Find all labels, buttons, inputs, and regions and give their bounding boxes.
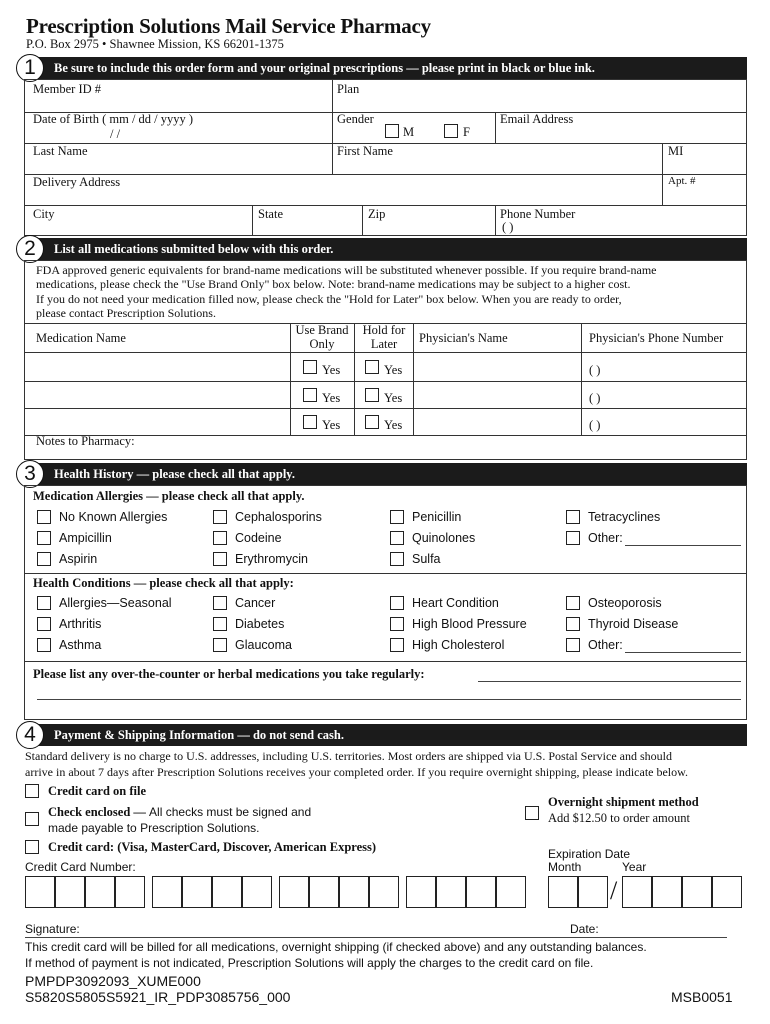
allergy-other-label: Other: xyxy=(588,531,623,545)
allergy-label: No Known Allergies xyxy=(59,510,168,524)
card-digit-box[interactable] xyxy=(182,876,212,908)
billing-note-2: If method of payment is not indicated, Prescription Solutions will apply the charges to the credit card on file. xyxy=(25,956,594,970)
overnight-note: Add $12.50 to order amount xyxy=(548,811,690,825)
delivery-paragraph-2: arrive in about 7 days after Prescription Solutions receives your completed order. If you require overnight shipping, please indicate below. xyxy=(25,765,689,779)
otc-line-2[interactable] xyxy=(37,699,741,700)
first-name-field[interactable]: First Name xyxy=(337,144,393,158)
card-digit-box[interactable] xyxy=(436,876,466,908)
member-id-field[interactable]: Member ID # xyxy=(33,82,102,96)
exp-year-box[interactable] xyxy=(652,876,682,908)
condition-checkbox[interactable] xyxy=(390,617,404,631)
condition-label: Allergies—Seasonal xyxy=(59,596,172,610)
condition-label: Osteoporosis xyxy=(588,596,662,610)
card-digit-box[interactable] xyxy=(115,876,145,908)
card-digit-box[interactable] xyxy=(25,876,55,908)
date-label: Date: xyxy=(570,922,599,936)
exp-year-box[interactable] xyxy=(682,876,712,908)
allergy-checkbox[interactable] xyxy=(37,510,51,524)
state-field[interactable]: State xyxy=(258,207,283,221)
footer-code-1: PMPDP3092093_XUME000 xyxy=(25,973,201,989)
condition-checkbox[interactable] xyxy=(566,617,580,631)
yes-label: Yes xyxy=(384,363,403,377)
dob-separators: / / xyxy=(110,127,121,141)
gender-f-label: F xyxy=(463,125,470,139)
allergy-label: Erythromycin xyxy=(235,552,308,566)
card-digit-box[interactable] xyxy=(309,876,339,908)
condition-checkbox[interactable] xyxy=(37,617,51,631)
condition-checkbox[interactable] xyxy=(566,596,580,610)
allergy-other-line[interactable] xyxy=(625,545,741,546)
exp-month-box[interactable] xyxy=(578,876,608,908)
physician-phone-parens: ( ) xyxy=(589,418,601,432)
allergy-checkbox[interactable] xyxy=(390,531,404,545)
gender-f-checkbox[interactable] xyxy=(444,124,458,138)
allergy-checkbox[interactable] xyxy=(37,552,51,566)
allergy-label: Codeine xyxy=(235,531,282,545)
section1-number: 1 xyxy=(16,54,44,82)
condition-checkbox[interactable] xyxy=(213,617,227,631)
allergy-label: Sulfa xyxy=(412,552,441,566)
section4-heading: Payment & Shipping Information — do not send cash. xyxy=(54,728,344,742)
allergy-checkbox[interactable] xyxy=(213,531,227,545)
allergy-label: Tetracyclines xyxy=(588,510,661,524)
card-digit-box[interactable] xyxy=(466,876,496,908)
condition-other-checkbox[interactable] xyxy=(566,638,580,652)
gender-m-label: M xyxy=(403,125,415,139)
phone-parens: ( ) xyxy=(502,220,514,234)
otc-line-1[interactable] xyxy=(478,681,741,682)
allergy-label: Quinolones xyxy=(412,531,476,545)
allergy-label: Aspirin xyxy=(59,552,98,566)
col-medication-name: Medication Name xyxy=(36,331,126,345)
gender-label: Gender xyxy=(337,112,374,126)
allergy-label: Ampicillin xyxy=(59,531,112,545)
section2-heading: List all medications submitted below with this order. xyxy=(54,242,334,256)
credit-card-label: Credit card: (Visa, MasterCard, Discover, American Express) xyxy=(48,840,377,854)
otc-medications-prompt: Please list any over-the-counter or herbal medications you take regularly: xyxy=(33,667,425,681)
form-title: Prescription Solutions Mail Service Pharmacy xyxy=(26,14,431,38)
allergies-title: Medication Allergies — please check all that apply. xyxy=(33,489,305,503)
section1-bar xyxy=(24,57,747,79)
condition-label: High Blood Pressure xyxy=(412,617,527,631)
exp-month-box[interactable] xyxy=(548,876,578,908)
allergy-checkbox[interactable] xyxy=(37,531,51,545)
yes-label: Yes xyxy=(384,391,403,405)
credit-on-file-label: Credit card on file xyxy=(48,784,147,798)
fda-paragraph-2: medications, please check the "Use Brand Only" box below. Note: brand-name medications may be subject to a higher cost. xyxy=(36,277,631,291)
allergy-other-checkbox[interactable] xyxy=(566,531,580,545)
condition-checkbox[interactable] xyxy=(390,638,404,652)
check-enclosed-label: Check enclosed — xyxy=(48,805,146,819)
card-digit-box[interactable] xyxy=(339,876,369,908)
yes-label: Yes xyxy=(322,418,341,432)
fda-paragraph-4: please contact Prescription Solutions. xyxy=(36,306,216,320)
overnight-title: Overnight shipment method xyxy=(548,795,699,809)
footer-code-2: S5820S5805S5921_IR_PDP3085756_000 xyxy=(25,989,291,1005)
email-field[interactable]: Email Address xyxy=(500,112,574,126)
delivery-paragraph-1: Standard delivery is no charge to U.S. addresses, including U.S. territories. Most orders are shipped via U.S. Postal Service and should xyxy=(25,749,672,763)
condition-checkbox[interactable] xyxy=(37,638,51,652)
section2-number: 2 xyxy=(16,235,44,263)
zip-field[interactable]: Zip xyxy=(368,207,386,221)
col-use-brand: Use Brand xyxy=(295,323,349,337)
signature-label: Signature: xyxy=(25,922,80,936)
allergy-checkbox[interactable] xyxy=(566,510,580,524)
date-of-birth-field[interactable]: Date of Birth ( mm / dd / yyyy ) xyxy=(33,112,194,126)
notes-to-pharmacy-field[interactable]: Notes to Pharmacy: xyxy=(36,434,135,448)
apt-field[interactable]: Apt. # xyxy=(668,175,696,187)
card-digit-box[interactable] xyxy=(212,876,242,908)
condition-label: Diabetes xyxy=(235,617,285,631)
delivery-address-field[interactable]: Delivery Address xyxy=(33,175,121,189)
section4-number: 4 xyxy=(16,721,44,749)
card-digit-box[interactable] xyxy=(279,876,309,908)
condition-other-line[interactable] xyxy=(625,652,741,653)
card-digit-box[interactable] xyxy=(55,876,85,908)
overnight-checkbox[interactable] xyxy=(525,806,539,820)
section3-number: 3 xyxy=(16,460,44,488)
card-digit-box[interactable] xyxy=(85,876,115,908)
phone-field[interactable]: Phone Number xyxy=(500,207,576,221)
yes-label: Yes xyxy=(322,391,341,405)
condition-label: Cancer xyxy=(235,596,276,610)
col-hold-later: Hold for xyxy=(362,323,406,337)
col-physician-phone: Physician's Phone Number xyxy=(589,331,724,345)
yes-label: Yes xyxy=(384,418,403,432)
expiration-month-label: Month xyxy=(548,860,582,874)
use-brand-checkbox[interactable] xyxy=(303,360,317,374)
hold-later-checkbox[interactable] xyxy=(365,360,379,374)
card-digit-box[interactable] xyxy=(369,876,399,908)
condition-label: Asthma xyxy=(59,638,102,652)
allergy-checkbox[interactable] xyxy=(213,510,227,524)
physician-phone-parens: ( ) xyxy=(589,363,601,377)
section2-bar xyxy=(24,238,747,260)
credit-card-number-label: Credit Card Number: xyxy=(25,860,136,874)
allergy-label: Penicillin xyxy=(412,510,462,524)
fda-paragraph-1: FDA approved generic equivalents for brand-name medications will be substituted whenever possible. If you require brand-name xyxy=(36,263,657,277)
exp-year-box[interactable] xyxy=(622,876,652,908)
gender-m-checkbox[interactable] xyxy=(385,124,399,138)
section3-bar xyxy=(24,463,747,485)
section3-heading: Health History — please check all that apply. xyxy=(54,467,295,481)
check-enclosed-checkbox[interactable] xyxy=(25,812,39,826)
condition-other-label: Other: xyxy=(588,638,623,652)
check-note-2: made payable to Prescription Solutions. xyxy=(48,821,260,835)
form-id: MSB0051 xyxy=(671,989,733,1005)
allergy-checkbox[interactable] xyxy=(213,552,227,566)
card-digit-box[interactable] xyxy=(406,876,436,908)
use-brand-checkbox[interactable] xyxy=(303,415,317,429)
section1-heading: Be sure to include this order form and your original prescriptions — please print in black or blue ink. xyxy=(54,61,595,75)
condition-label: Thyroid Disease xyxy=(588,617,679,631)
col-use-brand-2: Only xyxy=(309,337,335,351)
card-digit-box[interactable] xyxy=(496,876,526,908)
yes-label: Yes xyxy=(322,363,341,377)
condition-label: Glaucoma xyxy=(235,638,292,652)
section4-bar xyxy=(24,724,747,746)
condition-label: Arthritis xyxy=(59,617,102,631)
hold-later-checkbox[interactable] xyxy=(365,415,379,429)
check-note-1: All checks must be signed and xyxy=(149,805,312,819)
condition-checkbox[interactable] xyxy=(213,596,227,610)
signature-line[interactable] xyxy=(25,937,727,938)
expiration-date-label: Expiration Date xyxy=(548,847,631,861)
col-physician-name: Physician's Name xyxy=(419,331,508,345)
expiration-year-label: Year xyxy=(622,860,647,874)
plan-field[interactable]: Plan xyxy=(337,82,360,96)
allergy-checkbox[interactable] xyxy=(390,510,404,524)
fda-paragraph-3: If you do not need your medication filled now, please check the "Hold for Later" box below. When you are ready to order, xyxy=(36,292,622,306)
condition-checkbox[interactable] xyxy=(390,596,404,610)
allergy-label: Cephalosporins xyxy=(235,510,322,524)
exp-year-box[interactable] xyxy=(712,876,742,908)
card-digit-box[interactable] xyxy=(242,876,272,908)
condition-checkbox[interactable] xyxy=(37,596,51,610)
billing-note-1: This credit card will be billed for all medications, overnight shipping (if checked above) and any outstanding balances. xyxy=(25,940,647,954)
hold-later-checkbox[interactable] xyxy=(365,388,379,402)
check-enclosed-line xyxy=(48,805,311,820)
use-brand-checkbox[interactable] xyxy=(303,388,317,402)
conditions-title: Health Conditions — please check all that apply: xyxy=(33,576,294,590)
city-field[interactable]: City xyxy=(33,207,55,221)
col-hold-later-2: Later xyxy=(370,337,398,351)
physician-phone-parens: ( ) xyxy=(589,391,601,405)
credit-on-file-checkbox[interactable] xyxy=(25,784,39,798)
middle-initial-field[interactable]: MI xyxy=(668,144,684,158)
pharmacy-address: P.O. Box 2975 • Shawnee Mission, KS 66201-1375 xyxy=(26,37,284,51)
credit-card-checkbox[interactable] xyxy=(25,840,39,854)
condition-checkbox[interactable] xyxy=(213,638,227,652)
condition-label: Heart Condition xyxy=(412,596,499,610)
last-name-field[interactable]: Last Name xyxy=(33,144,88,158)
condition-label: High Cholesterol xyxy=(412,638,505,652)
allergy-checkbox[interactable] xyxy=(390,552,404,566)
card-digit-box[interactable] xyxy=(152,876,182,908)
expiration-slash: / xyxy=(610,876,618,905)
